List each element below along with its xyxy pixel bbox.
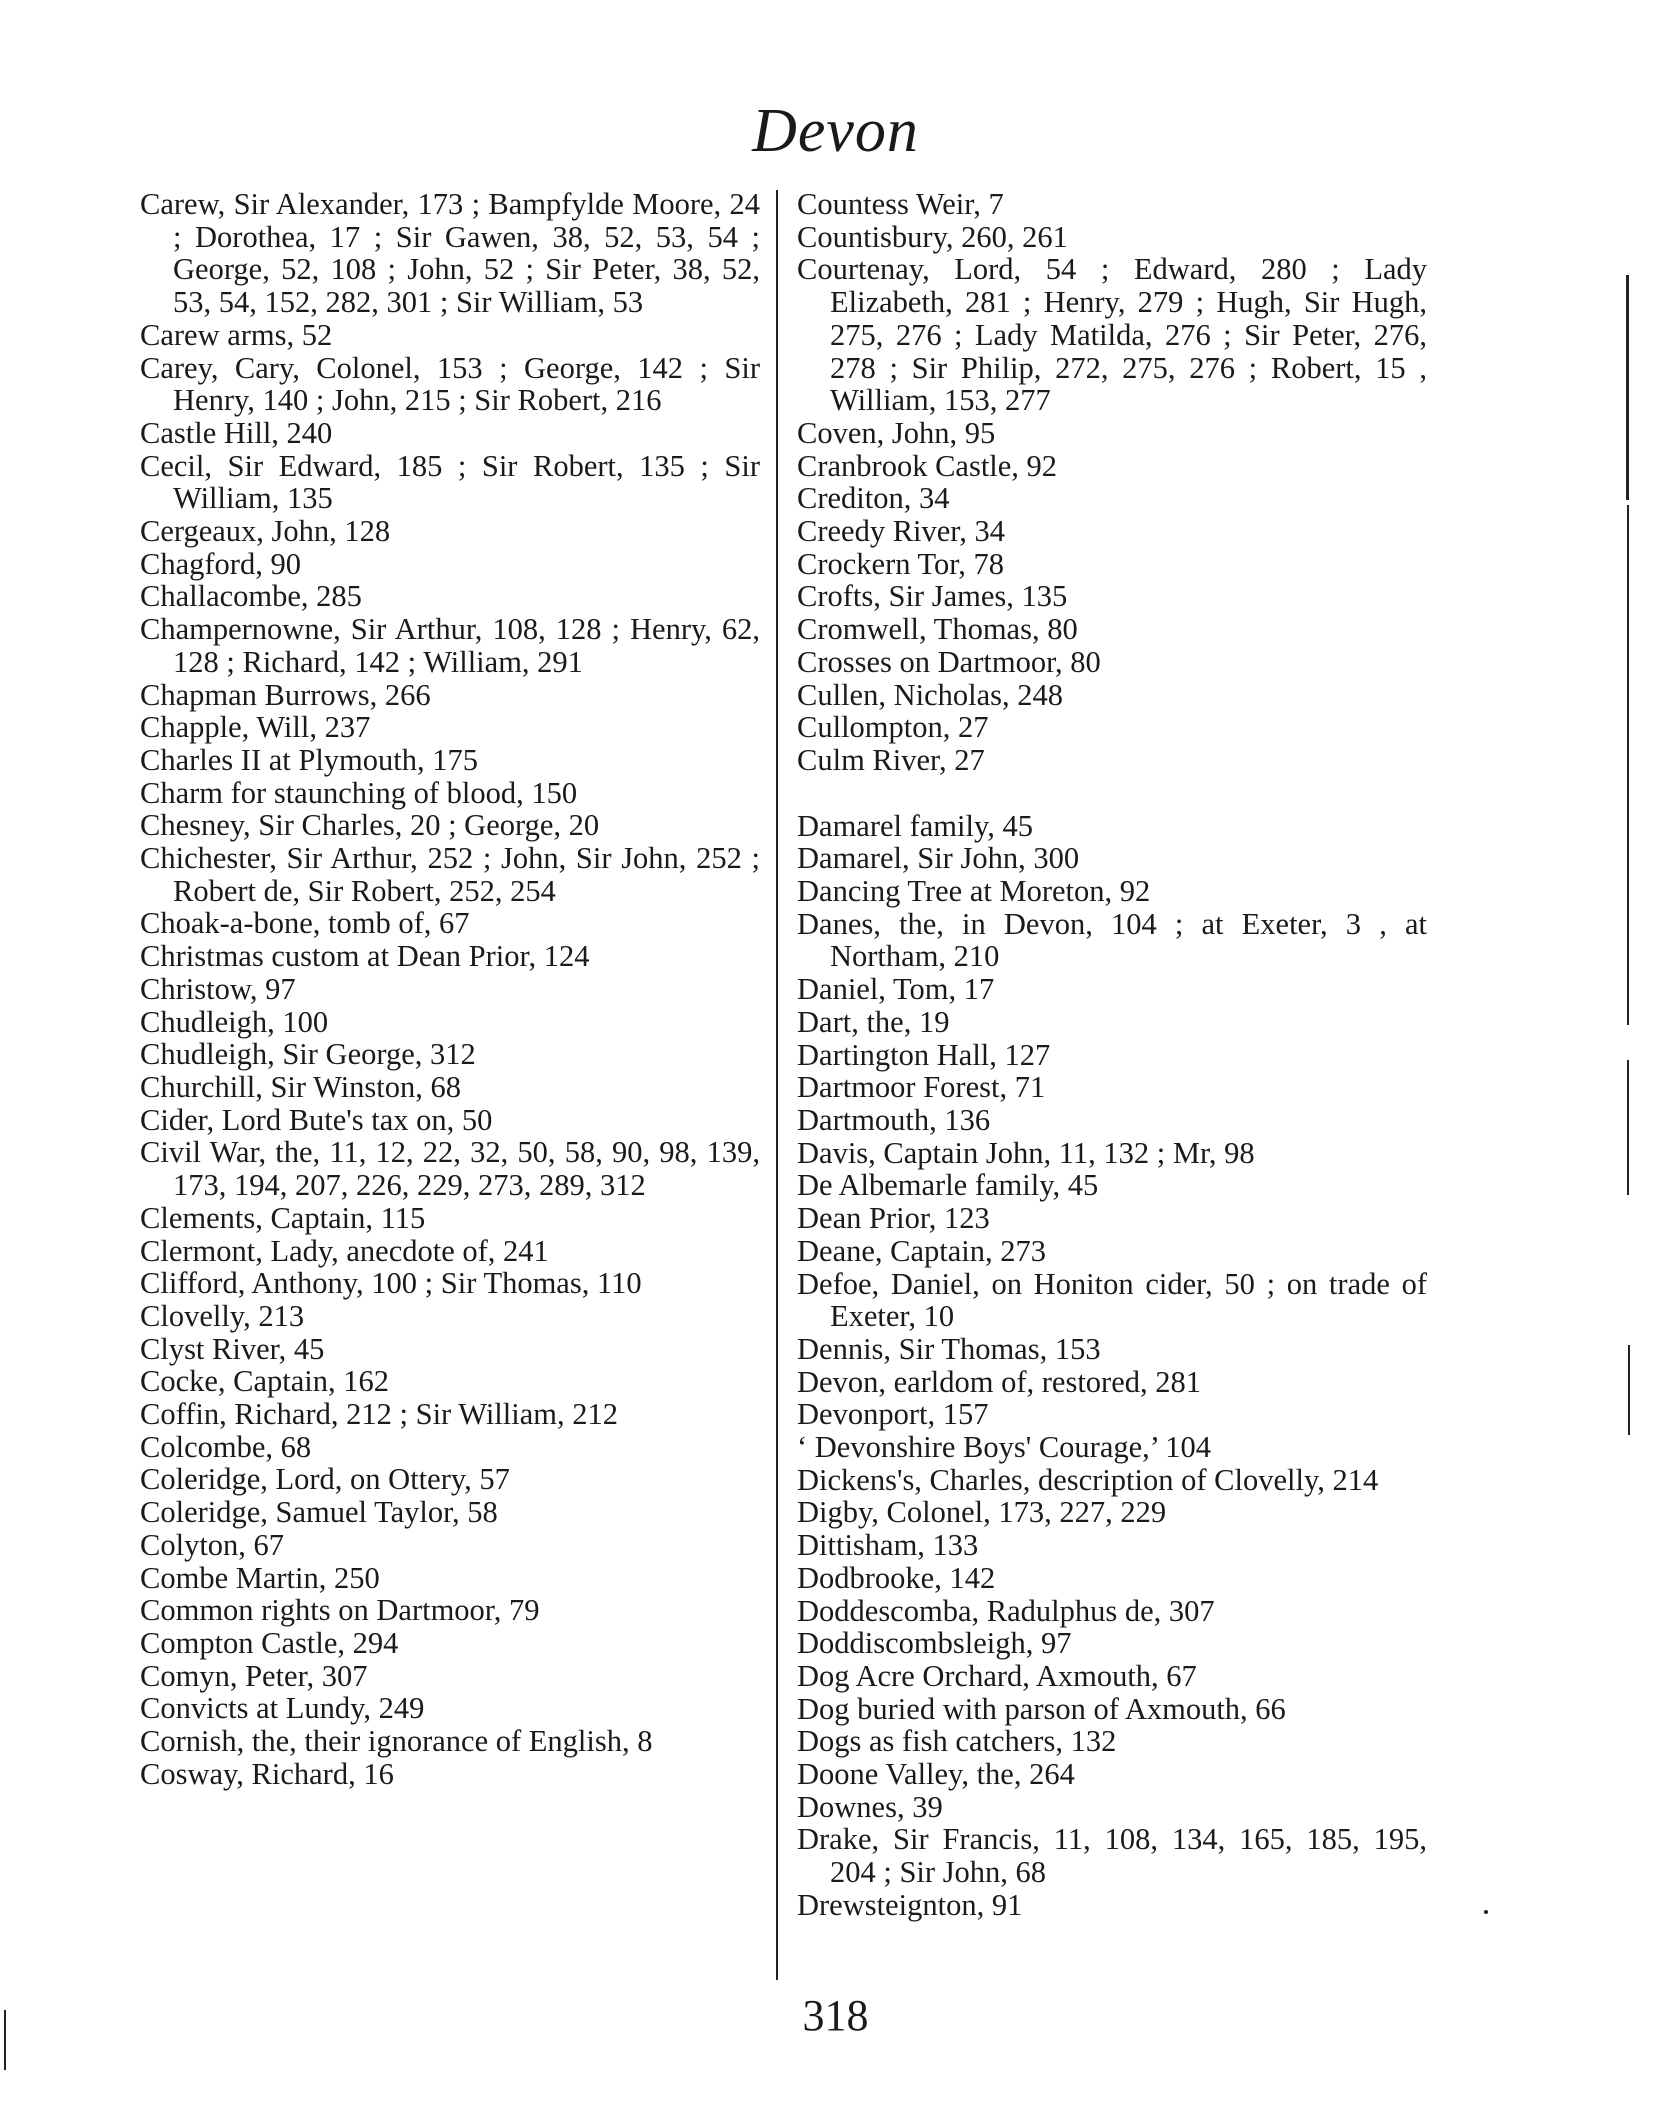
index-entry: Dickens's, Charles, description of Clovelly, 214 [797, 1462, 1379, 1497]
index-entry: Dittisham, 133 [797, 1528, 979, 1563]
index-entry: Common rights on Dartmoor, 79 [140, 1593, 540, 1628]
page-title: Devon [752, 97, 919, 165]
index-entry: Damarel family, 45 [797, 808, 1034, 843]
index-entry: Dogs as fish catchers, 132 [797, 1724, 1117, 1759]
scan-margin-mark [1627, 1060, 1629, 1195]
index-entry: Cecil, Sir Edward, 185 ; Sir Robert, 135 ; Sir William, 135 [140, 448, 760, 516]
index-entry: Clovelly, 213 [140, 1298, 305, 1333]
index-entry: ‘ Devonshire Boys' Courage,’ 104 [797, 1430, 1212, 1465]
index-entry: Clements, Captain, 115 [140, 1200, 426, 1235]
index-entry: Cornish, the, their ignorance of English, 8 [140, 1724, 653, 1759]
index-entry: Cullen, Nicholas, 248 [797, 677, 1063, 712]
index-entry: Devonport, 157 [797, 1397, 989, 1432]
index-entry: Coleridge, Samuel Taylor, 58 [140, 1495, 498, 1530]
index-entry: Challacombe, 285 [140, 579, 362, 614]
index-entry: Castle Hill, 240 [140, 415, 333, 450]
index-entry: Carew, Sir Alexander, 173 ; Bampfylde Moore, 24 ; Dorothea, 17 ; Sir Gawen, 38, 52, 53, 54 ; George, 52, 108 ; John, 52 ; Sir Peter, 38, 52, 53, 54, 152, 282, 301 ; Sir William, 53 [140, 187, 760, 320]
index-entry: Crofts, Sir James, 135 [797, 579, 1068, 614]
index-entry: Dartmoor Forest, 71 [797, 1070, 1046, 1105]
index-entry: Crockern Tor, 78 [797, 546, 1004, 581]
index-entry: Crosses on Dartmoor, 80 [797, 644, 1101, 679]
index-entry: Chudleigh, 100 [140, 1004, 329, 1039]
index-entry: Dart, the, 19 [797, 1004, 950, 1039]
index-entry: Dog Acre Orchard, Axmouth, 67 [797, 1658, 1197, 1693]
index-entry: Drake, Sir Francis, 11, 108, 134, 165, 185, 195, 204 ; Sir John, 68 [797, 1822, 1427, 1890]
index-entry: Cranbrook Castle, 92 [797, 448, 1058, 483]
index-entry: Chudleigh, Sir George, 312 [140, 1037, 476, 1072]
index-entry: Deane, Captain, 273 [797, 1233, 1047, 1268]
index-entry: Coffin, Richard, 212 ; Sir William, 212 [140, 1397, 618, 1432]
index-entry: Chapple, Will, 237 [140, 710, 371, 745]
index-entry: Damarel, Sir John, 300 [797, 841, 1080, 876]
index-entry: Downes, 39 [797, 1789, 943, 1824]
index-column-left [140, 188, 760, 1790]
index-entry: Choak-a-bone, tomb of, 67 [140, 906, 470, 941]
index-entry: Chesney, Sir Charles, 20 ; George, 20 [140, 808, 600, 843]
index-entry: Davis, Captain John, 11, 132 ; Mr, 98 [797, 1135, 1255, 1170]
index-entry: Doone Valley, the, 264 [797, 1757, 1075, 1792]
index-entry: Daniel, Tom, 17 [797, 972, 995, 1007]
index-entry: Dartington Hall, 127 [797, 1037, 1051, 1072]
page-number: 318 [802, 1991, 869, 2040]
index-entry: Colyton, 67 [140, 1527, 285, 1562]
index-entry: Creedy River, 34 [797, 514, 1005, 549]
index-entry: Carew arms, 52 [140, 317, 333, 352]
index-entry: Cosway, Richard, 16 [140, 1756, 394, 1791]
index-entry: Drewsteignton, 91 [797, 1887, 1023, 1922]
index-entry: Carey, Cary, Colonel, 153 ; George, 142 ; Sir Henry, 140 ; John, 215 ; Sir Robert, 216 [140, 350, 760, 418]
index-entry: Doddiscombsleigh, 97 [797, 1626, 1072, 1661]
index-entry: Compton Castle, 294 [140, 1625, 399, 1660]
index-entry: Civil War, the, 11, 12, 22, 32, 50, 58, 90, 98, 139, 173, 194, 207, 226, 229, 273, 289, 312 [140, 1135, 760, 1203]
index-entry: Cider, Lord Bute's tax on, 50 [140, 1102, 493, 1137]
index-entry: Dancing Tree at Moreton, 92 [797, 874, 1151, 909]
index-entry: Churchill, Sir Winston, 68 [140, 1069, 462, 1104]
index-entry: Countess Weir, 7 [797, 187, 1004, 221]
index-entry: Charm for staunching of blood, 150 [140, 775, 578, 810]
index-entry: Coven, John, 95 [797, 415, 996, 450]
index-entry: Cullompton, 27 [797, 710, 989, 745]
column-divider [776, 190, 778, 1980]
index-entry: Cromwell, Thomas, 80 [797, 612, 1078, 647]
index-entry: Clifford, Anthony, 100 ; Sir Thomas, 110 [140, 1266, 642, 1301]
index-entry: Countisbury, 260, 261 [797, 219, 1068, 254]
index-entry: Charles II at Plymouth, 175 [140, 742, 479, 777]
index-entry: Colcombe, 68 [140, 1429, 312, 1464]
index-entry: Courtenay, Lord, 54 ; Edward, 280 ; Lady Elizabeth, 281 ; Henry, 279 ; Hugh, Sir Hugh, 275, 276 ; Lady Matilda, 276 ; Sir Peter, 276, 278 ; Sir Philip, 272, 275, 276 ; Robert, 15 , William, 153, 277 [797, 252, 1427, 418]
index-entry: Clermont, Lady, anecdote of, 241 [140, 1233, 549, 1268]
index-entry: Combe Martin, 250 [140, 1560, 380, 1595]
index-entry: Chapman Burrows, 266 [140, 677, 431, 712]
index-entry: Dodbrooke, 142 [797, 1560, 996, 1595]
index-entry: Danes, the, in Devon, 104 ; at Exeter, 3 , at Northam, 210 [797, 906, 1427, 974]
index-entry: Clyst River, 45 [140, 1331, 325, 1366]
index-entry: Doddescomba, Radulphus de, 307 [797, 1593, 1215, 1628]
index-entry: Chichester, Sir Arthur, 252 ; John, Sir John, 252 ; Robert de, Sir Robert, 252, 254 [140, 841, 760, 908]
index-entry: Dartmouth, 136 [797, 1102, 991, 1137]
index-entry: Digby, Colonel, 173, 227, 229 [797, 1495, 1167, 1530]
index-entry: Convicts at Lundy, 249 [140, 1691, 425, 1726]
index-entry: Cocke, Captain, 162 [140, 1364, 390, 1399]
index-entry: Coleridge, Lord, on Ottery, 57 [140, 1462, 510, 1497]
index-entry: Crediton, 34 [797, 481, 950, 516]
index-entry: Christow, 97 [140, 971, 296, 1006]
index-entry: Defoe, Daniel, on Honiton cider, 50 ; on trade of Exeter, 10 [797, 1266, 1427, 1334]
index-entry: Comyn, Peter, 307 [140, 1658, 368, 1693]
index-entry: Culm River, 27 [797, 742, 985, 777]
index-entry: Christmas custom at Dean Prior, 124 [140, 939, 590, 974]
scan-margin-mark [1626, 275, 1629, 500]
index-entry: Cergeaux, John, 128 [140, 514, 391, 549]
index-entry: Dog buried with parson of Axmouth, 66 [797, 1691, 1286, 1726]
index-entry: Champernowne, Sir Arthur, 108, 128 ; Henry, 62, 128 ; Richard, 142 ; William, 291 [140, 612, 760, 679]
index-entry: Chagford, 90 [140, 546, 301, 581]
index-entry: Dean Prior, 123 [797, 1201, 990, 1236]
scan-margin-mark [1484, 1910, 1488, 1914]
scan-margin-mark [1627, 505, 1629, 1025]
index-entry: De Albemarle family, 45 [797, 1168, 1099, 1203]
index-entry: Dennis, Sir Thomas, 153 [797, 1331, 1101, 1366]
scan-margin-mark [1628, 1345, 1630, 1435]
index-entry: Devon, earldom of, restored, 281 [797, 1364, 1202, 1399]
index-column-right [797, 188, 1427, 1922]
